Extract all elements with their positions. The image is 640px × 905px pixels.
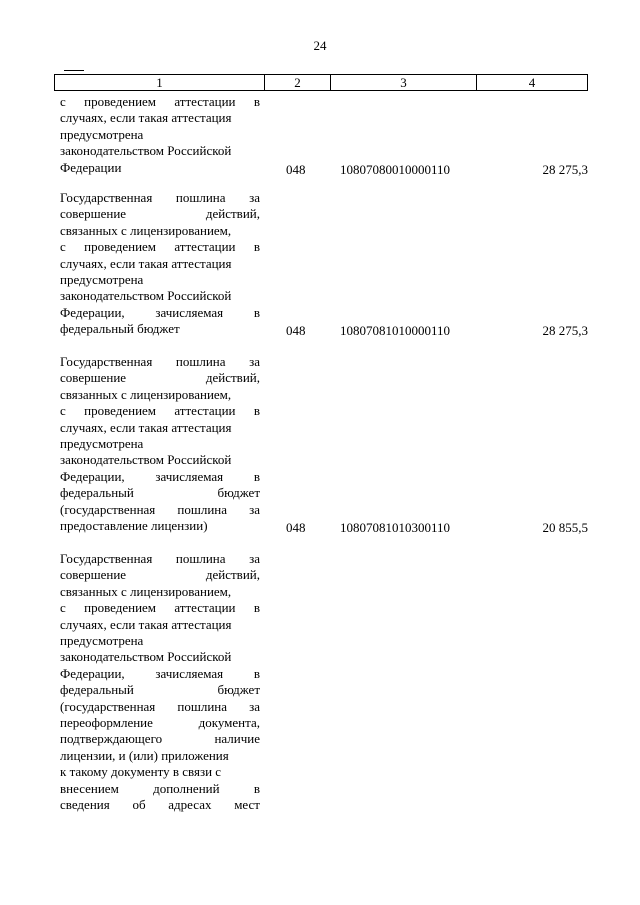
description-word: за xyxy=(249,354,260,369)
description-word: аттестации xyxy=(174,403,236,419)
description-word: законодательством Российской xyxy=(60,288,232,304)
description-line xyxy=(60,748,260,764)
table-row xyxy=(60,551,588,831)
description-word: пошлина xyxy=(175,551,226,566)
description-word: совершение xyxy=(60,370,127,386)
description-word: зачисляемая xyxy=(155,468,224,484)
row-amount: 20 855,5 xyxy=(542,520,588,535)
description-line xyxy=(60,143,260,159)
description-line xyxy=(60,682,260,698)
description-word: об xyxy=(132,797,146,813)
description-line xyxy=(60,666,260,682)
description-word: Федерации, xyxy=(60,468,125,484)
description-line xyxy=(60,190,260,206)
description-word: федеральный xyxy=(60,682,134,698)
row-amount: 28 275,3 xyxy=(542,162,588,177)
description-word: Федерации xyxy=(60,159,122,175)
description-word: мест xyxy=(234,797,260,813)
description-word: в xyxy=(253,239,260,255)
description-word: предусмотрена xyxy=(60,126,144,142)
description-word: связанных с лицензированием, xyxy=(60,222,232,238)
description-line xyxy=(60,272,260,288)
description-word: предусмотрена xyxy=(60,633,144,649)
description-word: сведения xyxy=(60,797,110,813)
description-word: (государственная xyxy=(60,698,156,714)
description-word: в xyxy=(253,403,260,419)
header-col-3: 3 xyxy=(331,75,477,90)
description-line xyxy=(60,452,260,468)
description-line xyxy=(60,239,260,255)
description-word: законодательством Российской xyxy=(60,143,232,159)
description-line xyxy=(60,436,260,452)
description-word: совершение xyxy=(60,206,127,222)
description-word: дополнений xyxy=(153,780,220,796)
description-line xyxy=(60,256,260,272)
description-line xyxy=(60,206,260,222)
description-word: в xyxy=(253,665,260,681)
description-word: действий, xyxy=(205,206,260,222)
description-word: Федерации, xyxy=(60,665,125,681)
description-line xyxy=(60,94,260,110)
table-row xyxy=(60,190,588,340)
description-line xyxy=(60,699,260,715)
description-word: законодательством Российской xyxy=(60,649,232,665)
description-line xyxy=(60,127,260,143)
description-word: (государственная xyxy=(60,501,156,517)
description-word: проведением xyxy=(84,239,157,255)
row-description xyxy=(60,94,260,176)
description-word: пошлина xyxy=(175,354,226,369)
description-word: Федерации, xyxy=(60,304,125,320)
description-word: в xyxy=(253,304,260,320)
row-description xyxy=(60,190,260,338)
description-word: к такому документу в связи с xyxy=(60,764,222,780)
description-word: предоставление лицензии) xyxy=(60,518,208,534)
description-line xyxy=(60,485,260,501)
row-kbk: 10807081010000110 xyxy=(340,323,451,338)
description-word: бюджет xyxy=(217,485,260,501)
header-col-2: 2 xyxy=(265,75,331,90)
description-line xyxy=(60,781,260,797)
description-word: с xyxy=(60,94,66,109)
description-line xyxy=(60,160,260,176)
description-word: действий, xyxy=(205,567,260,583)
description-word: предусмотрена xyxy=(60,272,144,288)
description-line xyxy=(60,288,260,304)
description-word: федеральный xyxy=(60,485,134,501)
description-word: случаях, если такая аттестация xyxy=(60,255,232,271)
table-row xyxy=(60,354,588,539)
description-line xyxy=(60,797,260,813)
description-word: пошлина xyxy=(177,501,227,517)
description-line xyxy=(60,420,260,436)
table-header xyxy=(54,74,588,91)
description-word: связанных с лицензированием, xyxy=(60,583,232,599)
description-word: пошлина xyxy=(175,190,226,205)
description-line xyxy=(60,469,260,485)
description-line xyxy=(60,403,260,419)
header-col-1: 1 xyxy=(55,75,265,90)
description-word: Государственная xyxy=(60,190,153,205)
description-word: аттестации xyxy=(174,94,236,109)
description-word: адресах xyxy=(168,797,212,813)
description-line xyxy=(60,110,260,126)
description-word: пошлина xyxy=(177,698,227,714)
description-word: предусмотрена xyxy=(60,436,144,452)
description-word: за xyxy=(249,698,260,714)
description-word: проведением xyxy=(84,600,157,616)
row-description xyxy=(60,551,260,814)
description-word: за xyxy=(249,551,260,566)
header-overline xyxy=(64,70,84,71)
description-line xyxy=(60,764,260,780)
description-word: законодательством Российской xyxy=(60,452,232,468)
row-kbk: 10807081010300110 xyxy=(340,520,451,535)
row-code: 048 xyxy=(286,323,306,338)
description-line xyxy=(60,370,260,386)
description-word: зачисляемая xyxy=(155,304,224,320)
description-line xyxy=(60,354,260,370)
description-word: внесением xyxy=(60,780,119,796)
description-word: в xyxy=(253,468,260,484)
description-line xyxy=(60,633,260,649)
description-word: проведением xyxy=(84,403,157,419)
description-word: аттестации xyxy=(174,239,236,255)
description-word: с xyxy=(60,403,66,419)
description-line xyxy=(60,518,260,534)
description-word: случаях, если такая аттестация xyxy=(60,616,232,632)
description-word: проведением xyxy=(84,94,157,109)
description-word: наличие xyxy=(214,731,260,747)
row-amount: 28 275,3 xyxy=(542,323,588,338)
row-code: 048 xyxy=(286,520,306,535)
description-line xyxy=(60,551,260,567)
description-line xyxy=(60,502,260,518)
description-line xyxy=(60,649,260,665)
description-word: бюджет xyxy=(217,682,260,698)
description-word: в xyxy=(253,780,260,796)
description-line xyxy=(60,715,260,731)
description-word: в xyxy=(253,600,260,616)
description-word: лицензии, и (или) приложения xyxy=(60,747,229,763)
description-word: связанных с лицензированием, xyxy=(60,386,232,402)
description-word: с xyxy=(60,600,66,616)
description-word: Государственная xyxy=(60,354,153,369)
description-line xyxy=(60,387,260,403)
description-line xyxy=(60,617,260,633)
description-line xyxy=(60,567,260,583)
description-word: Государственная xyxy=(60,551,153,566)
description-word: документа, xyxy=(198,715,260,731)
description-word: за xyxy=(249,501,260,517)
row-description xyxy=(60,354,260,534)
description-line xyxy=(60,321,260,337)
table-row xyxy=(60,94,588,178)
description-word: зачисляемая xyxy=(155,665,224,681)
description-word: с xyxy=(60,239,66,255)
description-word: в xyxy=(253,94,260,109)
description-word: случаях, если такая аттестация xyxy=(60,419,232,435)
row-code: 048 xyxy=(286,162,306,177)
page-number: 24 xyxy=(313,38,327,53)
description-line xyxy=(60,584,260,600)
description-line xyxy=(60,600,260,616)
description-line xyxy=(60,305,260,321)
description-word: за xyxy=(249,190,260,205)
description-word: переоформление xyxy=(60,715,153,731)
description-line xyxy=(60,223,260,239)
description-word: федеральный бюджет xyxy=(60,321,180,337)
description-word: совершение xyxy=(60,567,127,583)
row-kbk: 10807080010000110 xyxy=(340,162,451,177)
description-word: подтверждающего xyxy=(60,731,163,747)
description-word: случаях, если такая аттестация xyxy=(60,110,232,126)
description-line xyxy=(60,731,260,747)
header-col-4: 4 xyxy=(528,75,536,90)
description-word: действий, xyxy=(205,370,260,386)
description-word: аттестации xyxy=(174,600,236,616)
